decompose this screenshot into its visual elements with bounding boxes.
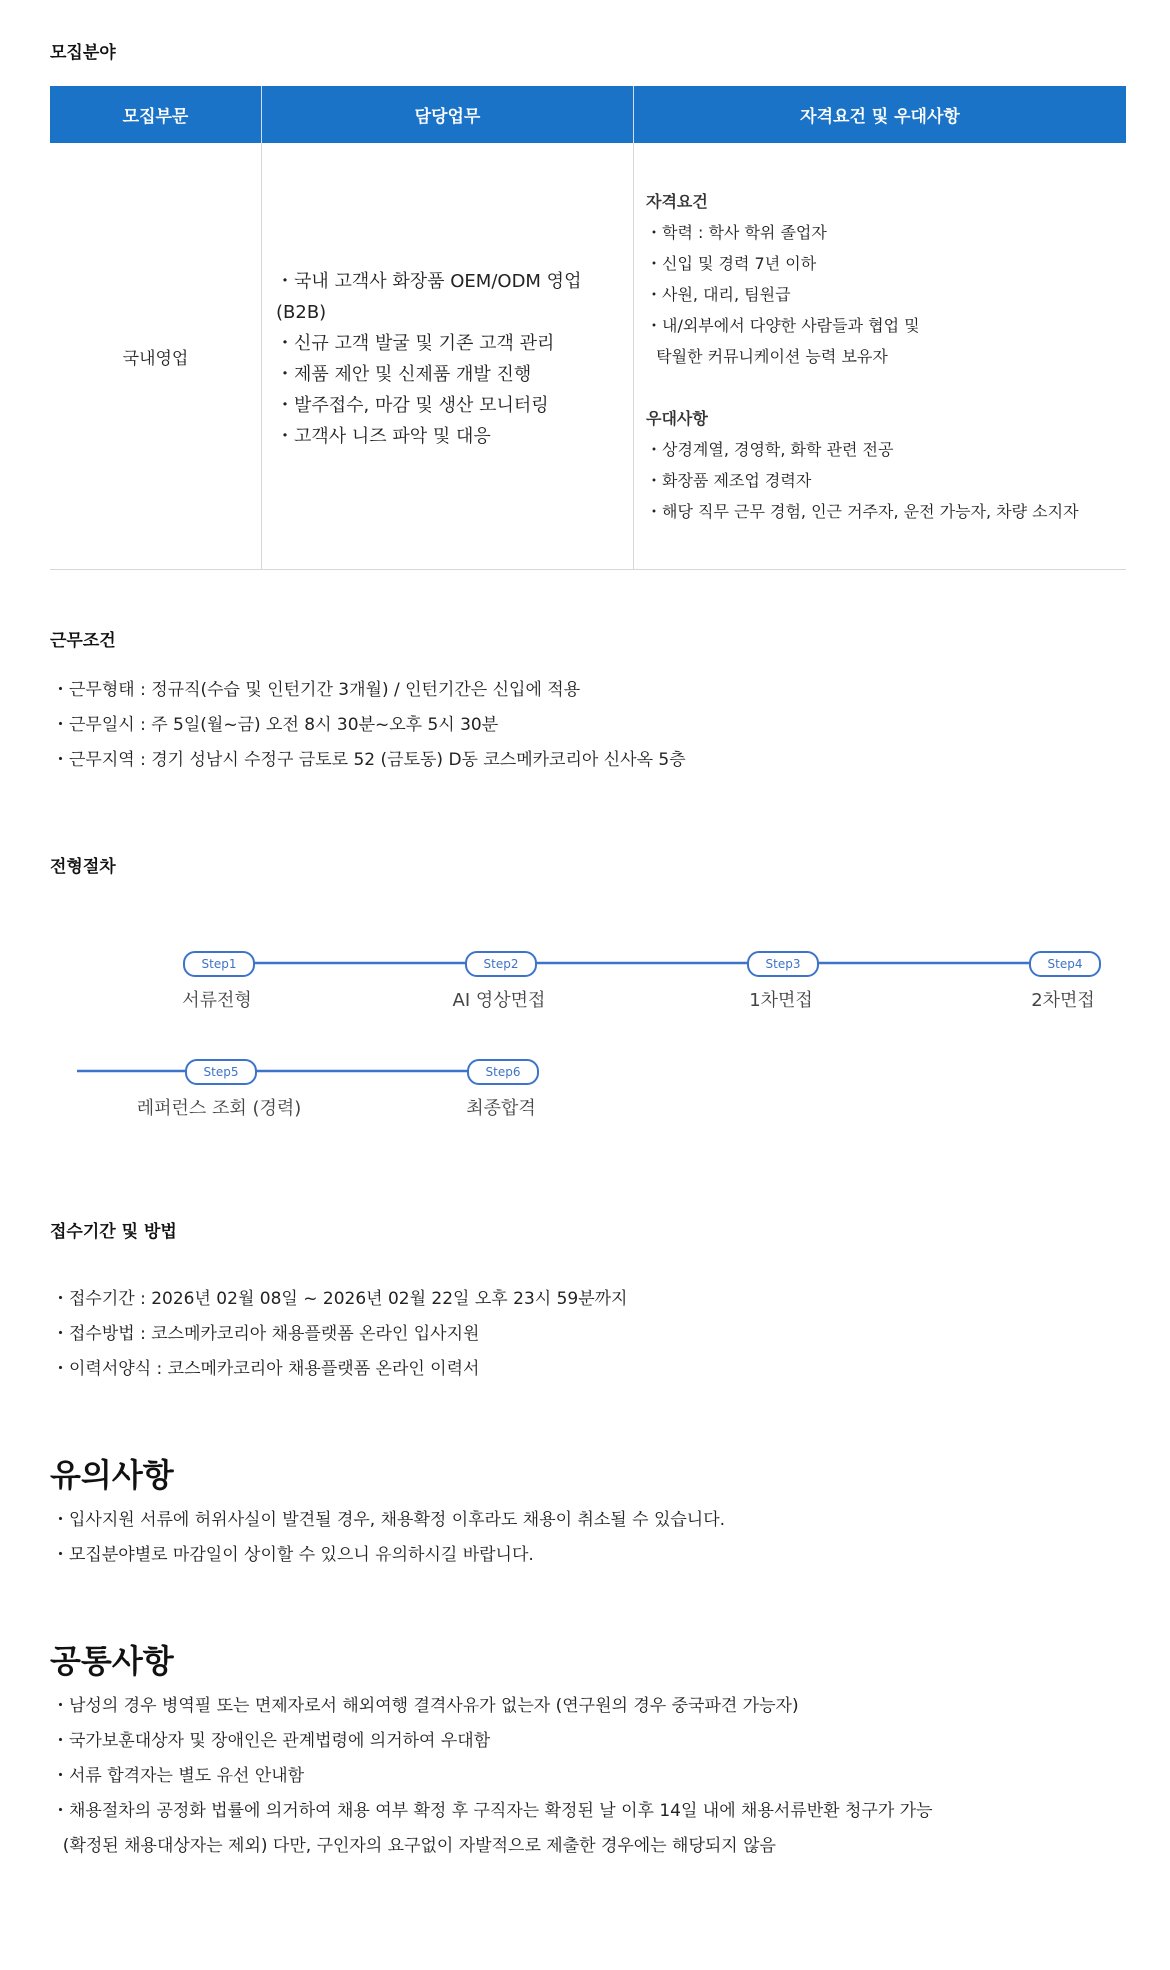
step-label-5: 레퍼런스 조회 (경력) (136, 1098, 302, 1119)
list-item: ・접수방법 : 코스메카코리아 채용플랫폼 온라인 입사지원 (52, 1324, 480, 1344)
apply-list (52, 1282, 627, 1387)
notice-section-title: 유의사항 (50, 1456, 174, 1494)
qualification-title: 자격요건 (646, 191, 708, 211)
list-item: ・서류 합격자는 별도 유선 안내함 (52, 1766, 305, 1786)
qualification-item: ・학력 : 학사 학위 졸업자 (646, 222, 827, 242)
step-label-6: 최종합격 (466, 1098, 536, 1119)
list-item: ・근무지역 : 경기 성남시 수정구 금토로 52 (금토동) D동 코스메카코리아 신사옥 5층 (52, 750, 686, 770)
list-item: ・채용절차의 공정화 법률에 의거하여 채용 여부 확정 후 구직자는 확정된 날 이후 14일 내에 채용서류반환 청구가 가능 (52, 1801, 933, 1821)
duty-item: ・신규 고객 발굴 및 기존 고객 관리 (276, 333, 555, 354)
qualification-item: ・내/외부에서 다양한 사람들과 협업 및 (646, 315, 920, 335)
preference-item: ・화장품 제조업 경력자 (646, 470, 812, 490)
step-badge-6: Step6 (467, 1059, 539, 1085)
duty-item: ・발주접수, 마감 및 생산 모니터링 (276, 395, 549, 416)
notice-list (52, 1503, 725, 1573)
list-item: ・모집분야별로 마감일이 상이할 수 있으니 유의하시길 바랍니다. (52, 1545, 534, 1565)
step-badge-3: Step3 (747, 951, 819, 977)
apply-section-title: 접수기간 및 방법 (50, 1222, 177, 1242)
step-label-1: 서류전형 (182, 990, 252, 1011)
duty-item: ・고객사 니즈 파악 및 대응 (276, 426, 491, 447)
duties-cell (262, 143, 634, 570)
department-name: 국내영업 (122, 348, 189, 369)
preference-item: ・해당 직무 근무 경험, 인근 거주자, 운전 가능자, 차량 소지자 (646, 501, 1079, 521)
header-duties: 담당업무 (262, 86, 634, 143)
duty-item: ・제품 제안 및 신제품 개발 진행 (276, 364, 532, 385)
list-item: ・입사지원 서류에 허위사실이 발견될 경우, 채용확정 이후라도 채용이 취소될 수 있습니다. (52, 1510, 726, 1530)
step-badge-1: Step1 (183, 951, 255, 977)
conditions-list (52, 673, 686, 778)
header-department: 모집부문 (50, 86, 262, 143)
duty-item: ・국내 고객사 화장품 OEM/ODM 영업 (276, 271, 582, 292)
step-badge-4: Step4 (1029, 951, 1101, 977)
table-row (50, 143, 1126, 570)
common-section-title: 공통사항 (50, 1642, 174, 1680)
process-section-title: 전형절차 (50, 857, 116, 877)
qualifications-cell (634, 143, 1127, 570)
list-item: ・접수기간 : 2026년 02월 08일 ~ 2026년 02월 22일 오후 23시 59분까지 (52, 1289, 628, 1309)
conditions-section-title: 근무조건 (50, 631, 116, 651)
step-badge-2: Step2 (465, 951, 537, 977)
qualification-item: ・신입 및 경력 7년 이하 (646, 253, 817, 273)
step-label-4: 2차면접 (1031, 990, 1095, 1011)
spacer (646, 372, 1126, 403)
recruit-table (50, 86, 1126, 570)
recruit-section-title: 모집분야 (50, 43, 116, 63)
step-badge-5: Step5 (185, 1059, 257, 1085)
step-label-2: AI 영상면접 (452, 990, 546, 1011)
preference-title: 우대사항 (646, 408, 708, 428)
list-item: ・남성의 경우 병역필 또는 면제자로서 해외여행 결격사유가 없는자 (연구원의 경우 중국파견 가능자) (52, 1696, 799, 1716)
list-item: ・국가보훈대상자 및 장애인은 관계법령에 의거하여 우대함 (52, 1731, 491, 1751)
table-header-row (50, 86, 1126, 143)
department-cell (50, 143, 262, 570)
list-item: ・이력서양식 : 코스메카코리아 채용플랫폼 온라인 이력서 (52, 1359, 480, 1379)
list-item: (확정된 채용대상자는 제외) 다만, 구인자의 요구없이 자발적으로 제출한 경우에는 해당되지 않음 (52, 1836, 776, 1856)
list-item: ・근무일시 : 주 5일(월~금) 오전 8시 30분~오후 5시 30분 (52, 715, 499, 735)
header-qualifications: 자격요건 및 우대사항 (634, 86, 1127, 143)
preference-item: ・상경계열, 경영학, 화학 관련 전공 (646, 439, 894, 459)
qualification-item: ・사원, 대리, 팀원급 (646, 284, 791, 304)
qualification-item: 탁월한 커뮤니케이션 능력 보유자 (646, 346, 888, 366)
duty-item: (B2B) (276, 302, 327, 323)
step-label-3: 1차면접 (749, 990, 813, 1011)
common-list (52, 1689, 933, 1864)
list-item: ・근무형태 : 정규직(수습 및 인턴기간 3개월) / 인턴기간은 신입에 적용 (52, 680, 581, 700)
